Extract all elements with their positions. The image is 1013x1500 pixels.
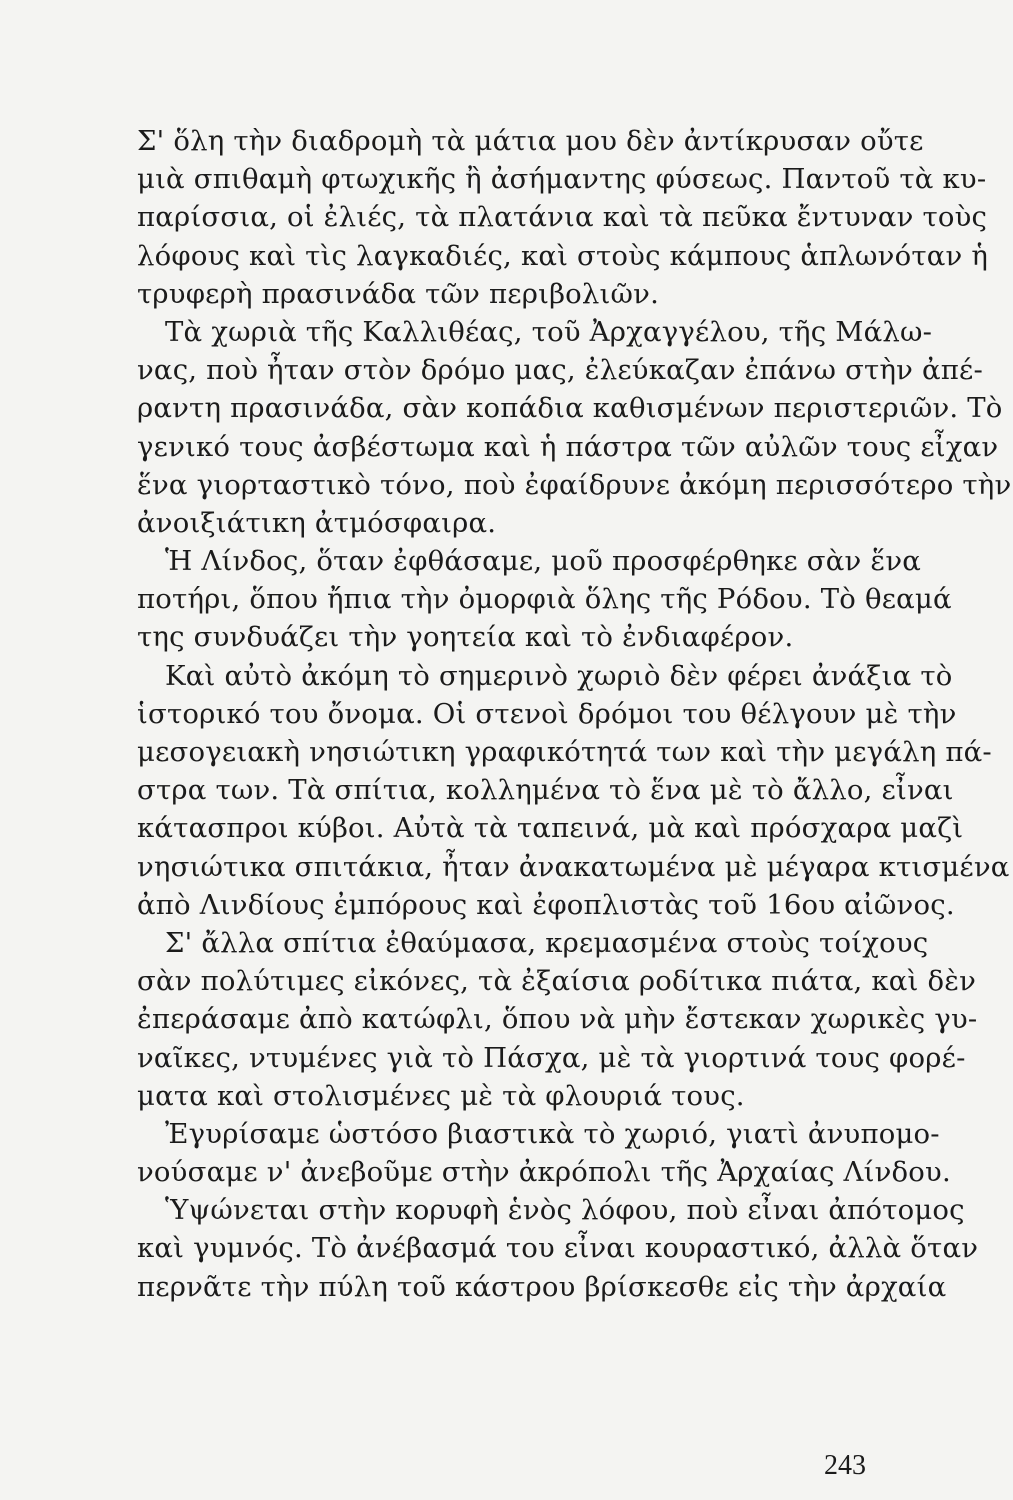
paragraph [137, 1115, 951, 1191]
text-line: τρυφερὴ πρασινάδα τῶν περιβολιῶν. [137, 277, 660, 310]
text-line: της συνδυάζει τὴν γοητεία καὶ τὸ ἐνδιαφέρον. [137, 621, 794, 654]
text-line: ἕνα γιορταστικὸ τόνο, ποὺ ἐφαίδρυνε ἀκόμη περισσότερο τὴν [137, 468, 1012, 501]
text-line: Σ' ἄλλα σπίτια ἐθαύμασα, κρεμασμένα στοὺς τοίχους [165, 926, 929, 959]
text-line: στρα των. Τὰ σπίτια, κολλημένα τὸ ἕνα μὲ τὸ ἄλλο, εἶναι [137, 774, 954, 807]
text-line: Ὑψώνεται στὴν κορυφὴ ἑνὸς λόφου, ποὺ εἶναι ἀπότομος [165, 1194, 965, 1227]
text-line: γενικό τους ἀσβέστωμα καὶ ἡ πάστρα τῶν αὐλῶν τους εἶχαν [137, 430, 999, 463]
paragraph [137, 657, 1010, 924]
text-line: ἐπεράσαμε ἀπὸ κατώφλι, ὅπου νὰ μὴν ἔστεκαν χωρικὲς γυ- [137, 1003, 978, 1036]
text-line: κάτασπροι κύβοι. Αὐτὰ τὰ ταπεινά, μὰ καὶ πρόσχαρα μαζὶ [137, 812, 964, 845]
text-line: λόφους καὶ τὶς λαγκαδιές, καὶ στοὺς κάμπους ἁπλωνόταν ἡ [137, 239, 989, 272]
paragraph [137, 313, 1012, 542]
text-line: νας, ποὺ ἦταν στὸν δρόμο μας, ἐλεύκαζαν ἐπάνω στὴν ἀπέ- [137, 354, 983, 387]
text-line: ποτήρι, ὅπου ἤπια τὴν ὀμορφιὰ ὅλης τῆς Ρόδου. Τὸ θεαμά [137, 583, 952, 616]
text-line: μεσογειακὴ νησιώτικη γραφικότητά των καὶ τὴν μεγάλη πά- [137, 736, 992, 768]
text-line: ἀνοιξιάτικη ἀτμόσφαιρα. [137, 506, 497, 539]
text-line: παρίσσια, οἱ ἐλιές, τὰ πλατάνια καὶ τὰ πεῦκα ἔντυναν τοὺς [137, 201, 988, 234]
text-line: Ἡ Λίνδος, ὅταν ἐφθάσαμε, μοῦ προσφέρθηκε σὰν ἕνα [165, 545, 922, 578]
text-line: νησιώτικα σπιτάκια, ἦταν ἀνακατωμένα μὲ μέγαρα κτισμένα [137, 850, 1010, 883]
text-line: ραντη πρασινάδα, σὰν κοπάδια καθισμένων περιστεριῶν. Τὸ [137, 392, 1003, 425]
text-line: μιὰ σπιθαμὴ φτωχικῆς ἢ ἀσήμαντης φύσεως. Παντοῦ τὰ κυ- [137, 163, 987, 196]
paragraph [137, 1191, 979, 1306]
text-line: Τὰ χωριὰ τῆς Καλλιθέας, τοῦ Ἀρχαγγέλου, τῆς Μάλω- [165, 315, 933, 348]
text-line: ματα καὶ στολισμένες μὲ τὰ φλουριά τους. [137, 1079, 745, 1112]
page-number: 243 [824, 1450, 866, 1481]
text-line: νούσαμε ν' ἀνεβοῦμε στὴν ἀκρόπολι τῆς Ἀρχαίας Λίνδου. [137, 1156, 951, 1189]
text-line: Καὶ αὐτὸ ἀκόμη τὸ σημερινὸ χωριὸ δὲν φέρει ἀνάξια τὸ [165, 659, 953, 692]
text-line: Ἐγυρίσαμε ὡστόσο βιαστικὰ τὸ χωριό, γιατὶ ἀνυπομο- [165, 1117, 940, 1150]
text-line: Σ' ὅλη τὴν διαδρομὴ τὰ μάτια μου δὲν ἀντίκρυσαν οὔτε [137, 125, 924, 157]
paragraph [137, 122, 989, 313]
body-text [137, 122, 1012, 1306]
paragraph [137, 542, 952, 657]
text-line: περνᾶτε τὴν πύλη τοῦ κάστρου βρίσκεσθε εἰς τὴν ἀρχαία [137, 1270, 947, 1303]
text-line: καὶ γυμνός. Τὸ ἀνέβασμά του εἶναι κουραστικό, ἀλλὰ ὅταν [137, 1232, 979, 1265]
text-line: ἀπὸ Λινδίους ἐμπόρους καὶ ἐφοπλιστὰς τοῦ 16ου αἰῶνος. [137, 888, 955, 921]
text-line: σὰν πολύτιμες εἰκόνες, τὰ ἐξαίσια ροδίτικα πιάτα, καὶ δὲν [137, 965, 977, 998]
paragraph [137, 924, 978, 1115]
text-line: ναῖκες, ντυμένες γιὰ τὸ Πάσχα, μὲ τὰ γιορτινά τους φορέ- [137, 1041, 966, 1074]
text-line: ἱστορικό του ὄνομα. Οἱ στενοὶ δρόμοι του θέλγουν μὲ τὴν [137, 697, 957, 730]
